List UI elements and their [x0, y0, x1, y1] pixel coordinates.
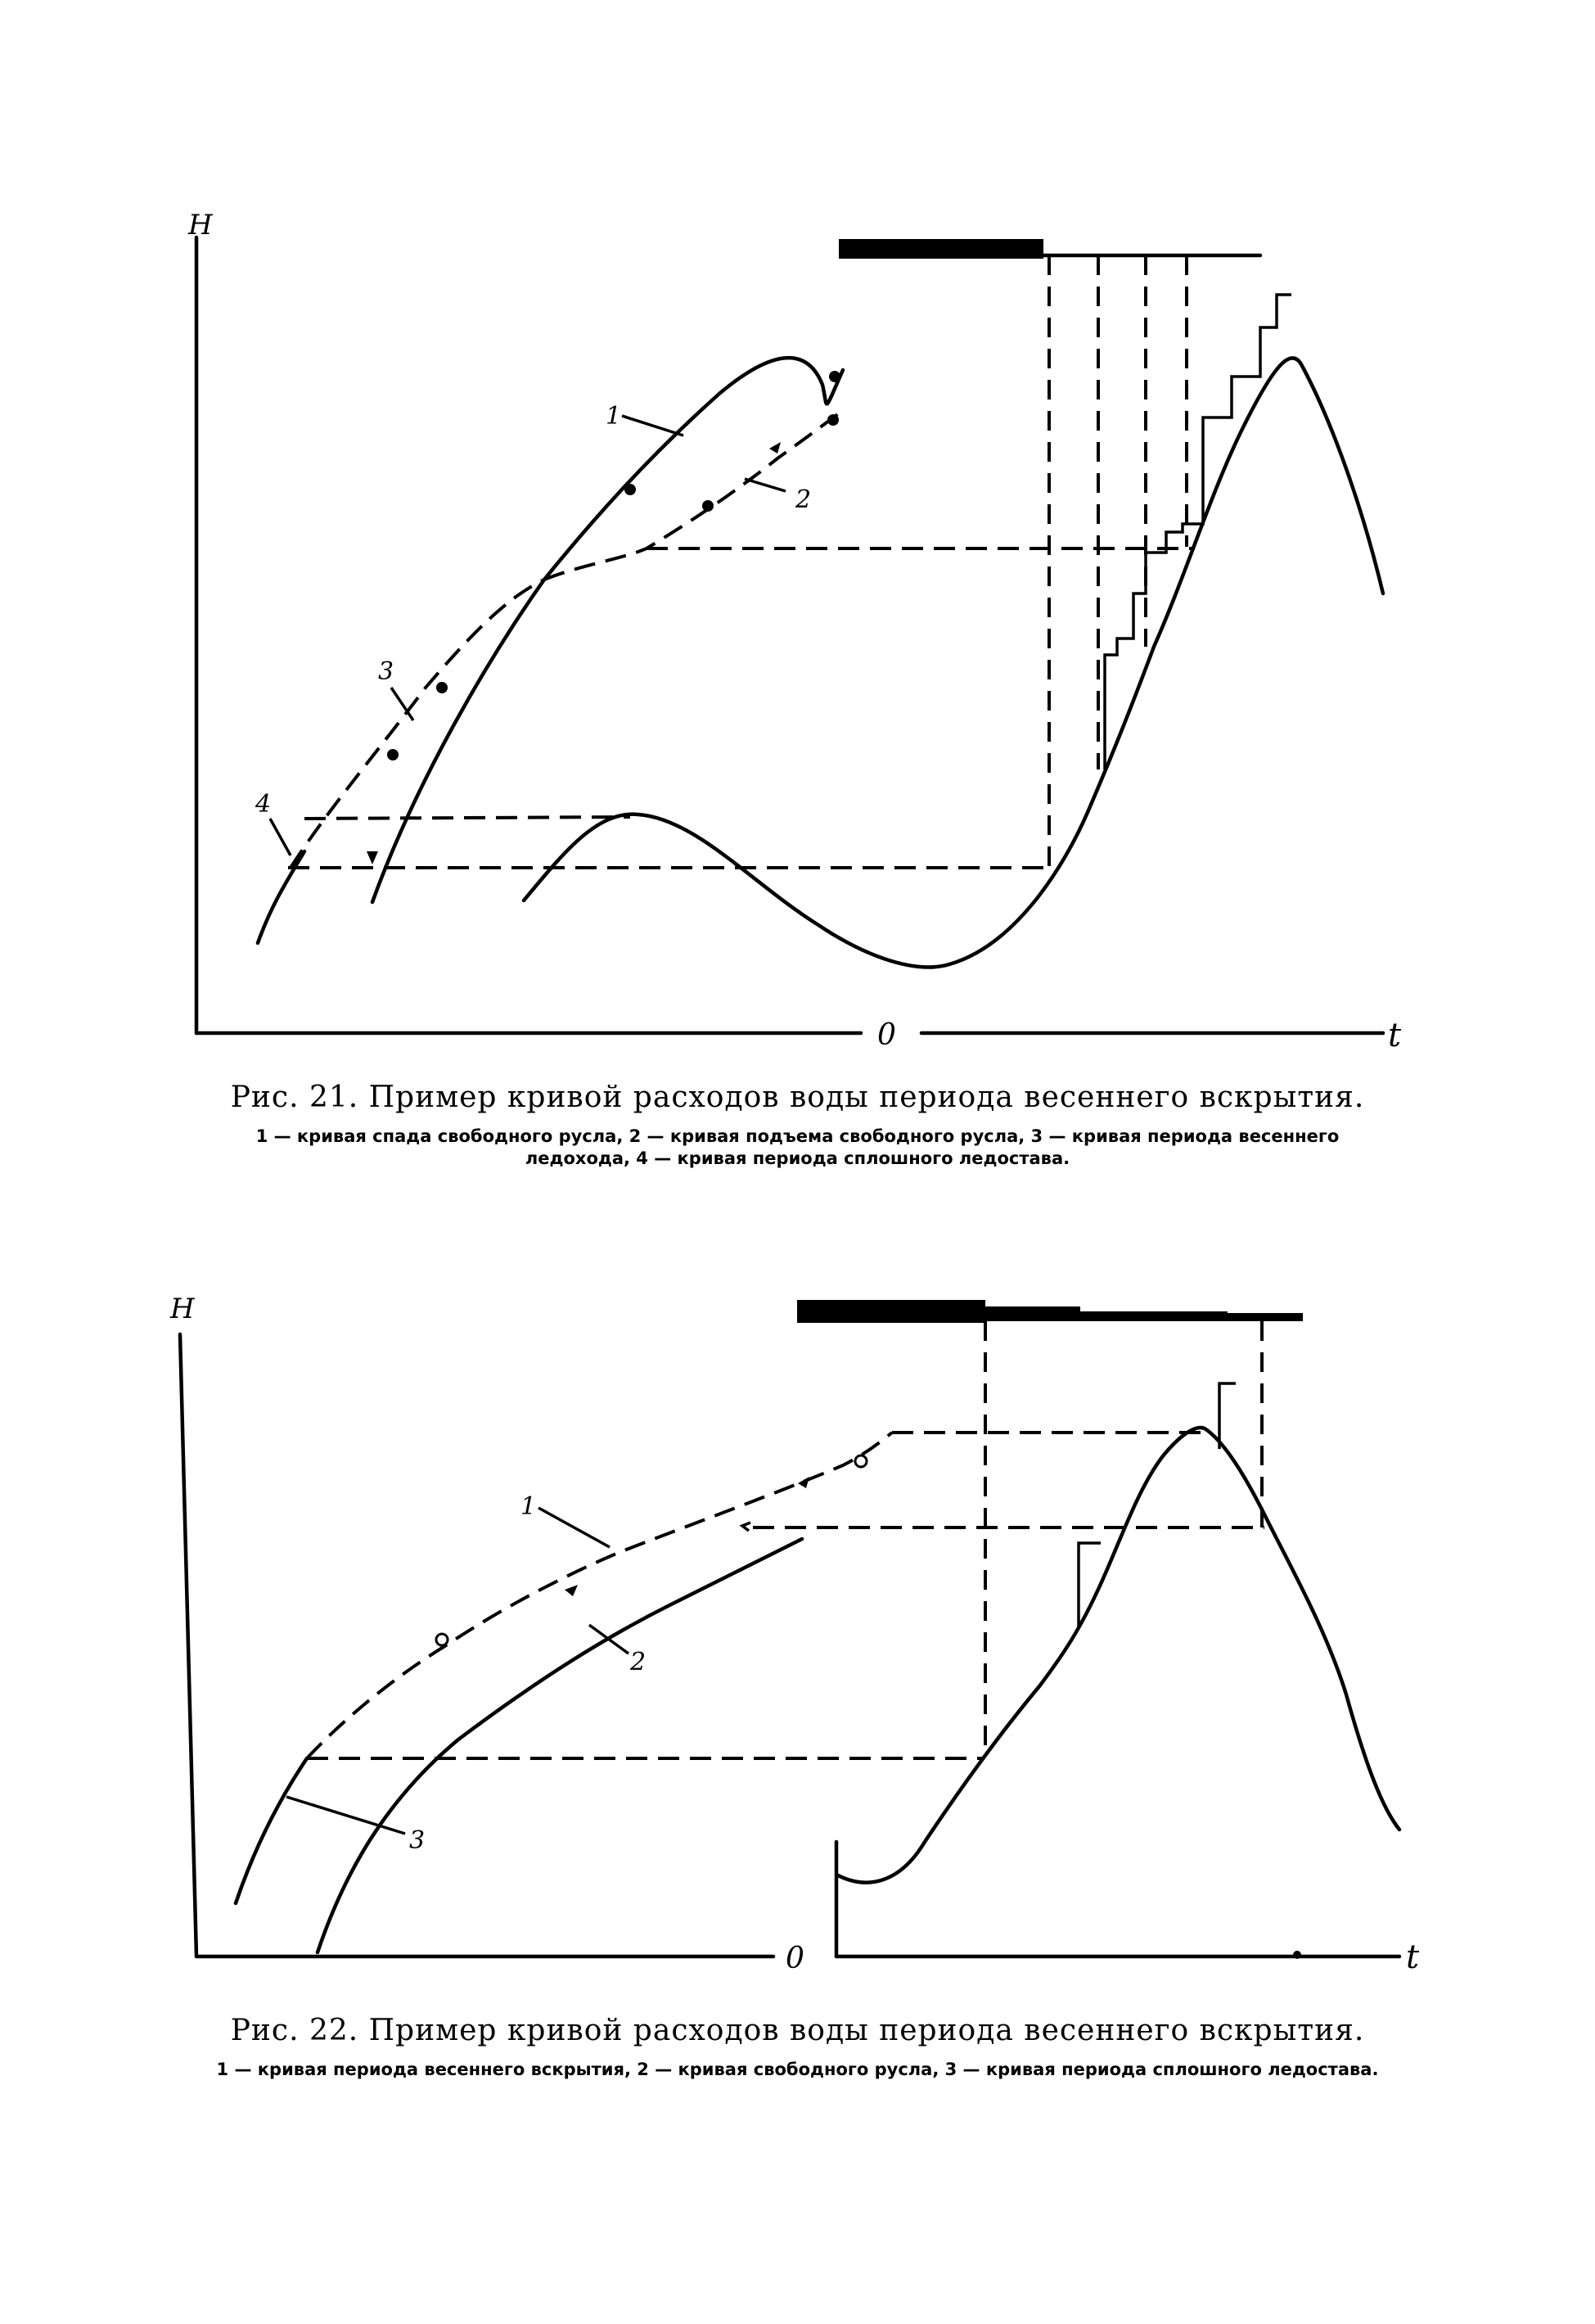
fig21-curve-2	[544, 413, 839, 580]
fig22-x-axis-label: t	[1406, 1938, 1420, 1976]
fig22-hydrograph	[836, 1428, 1399, 1883]
fig21-curve-4	[258, 851, 304, 943]
fig22-curve-2	[318, 1539, 802, 1952]
fig21-leader-4	[270, 819, 291, 855]
fig22-title: Рис. 22. Пример кривой расходов воды периода весеннего вскрытия.	[230, 2014, 1365, 2047]
fig21-arrow	[769, 442, 781, 454]
fig21-origin-label: 0	[877, 1018, 896, 1052]
fig21-point	[436, 682, 448, 693]
fig22-origin-label: 0	[786, 1942, 804, 1975]
fig22-tick-mark	[742, 1523, 750, 1531]
fig21-curve-3	[291, 580, 544, 868]
fig21-caption	[0, 1081, 1595, 1170]
fig21-title: Рис. 21. Пример кривой расходов воды периода весеннего вскрытия.	[230, 1081, 1365, 1114]
fig21-label-1: 1	[606, 402, 622, 431]
fig22-ice-bar-thick	[797, 1300, 985, 1323]
figure-22-diagram	[169, 1293, 1420, 1976]
fig22-point	[436, 1634, 448, 1645]
fig21-label-2: 2	[795, 485, 812, 514]
fig21-legend: 1 — кривая спада свободного русла, 2 — кривая подъема свободного русла, 3 — кривая периода весеннего ледохода, 4 — кривая периода сплошного ледостава.	[255, 1126, 1340, 1168]
fig22-axis-tick	[1293, 1951, 1301, 1959]
fig22-arrow	[565, 1585, 578, 1596]
fig21-leader-2	[745, 479, 786, 491]
fig21-point	[387, 749, 399, 760]
fig22-leader-1	[538, 1508, 610, 1547]
fig22-label-1: 1	[520, 1492, 537, 1521]
fig22-label-2: 2	[630, 1648, 647, 1676]
fig22-caption	[0, 2014, 1595, 2081]
fig22-label-3: 3	[409, 1826, 426, 1855]
fig22-legend: 1 — кривая периода весеннего вскрытия, 2 — кривая свободного русла, 3 — кривая периода сплошного ледостава.	[216, 2060, 1379, 2079]
fig21-point	[829, 371, 840, 382]
fig21-ice-bar-thick	[839, 239, 1043, 259]
fig21-arrow	[367, 851, 378, 864]
figure-21-diagram	[187, 209, 1402, 1054]
fig21-point	[624, 484, 636, 495]
fig21-hydrograph	[524, 358, 1383, 967]
fig21-point	[827, 414, 839, 426]
fig21-leader-1	[622, 416, 683, 435]
fig22-y-axis	[180, 1334, 196, 1956]
fig21-leader-3	[391, 688, 413, 720]
fig21-label-3: 3	[378, 657, 394, 686]
fig21-point	[702, 500, 714, 512]
fig22-point	[855, 1455, 867, 1467]
fig21-connector-mid	[304, 817, 630, 819]
fig21-label-4: 4	[255, 790, 272, 819]
fig21-y-axis-label: H	[188, 209, 213, 241]
fig22-ice-step	[1079, 1543, 1101, 1629]
fig22-y-axis-label: H	[170, 1293, 195, 1325]
fig22-curve-3	[236, 1758, 307, 1903]
fig22-ice-bar-thin	[985, 1306, 1303, 1321]
fig22-ice-step	[1219, 1383, 1236, 1449]
fig21-x-axis-label: t	[1388, 1017, 1402, 1054]
fig22-arrow	[798, 1477, 809, 1488]
